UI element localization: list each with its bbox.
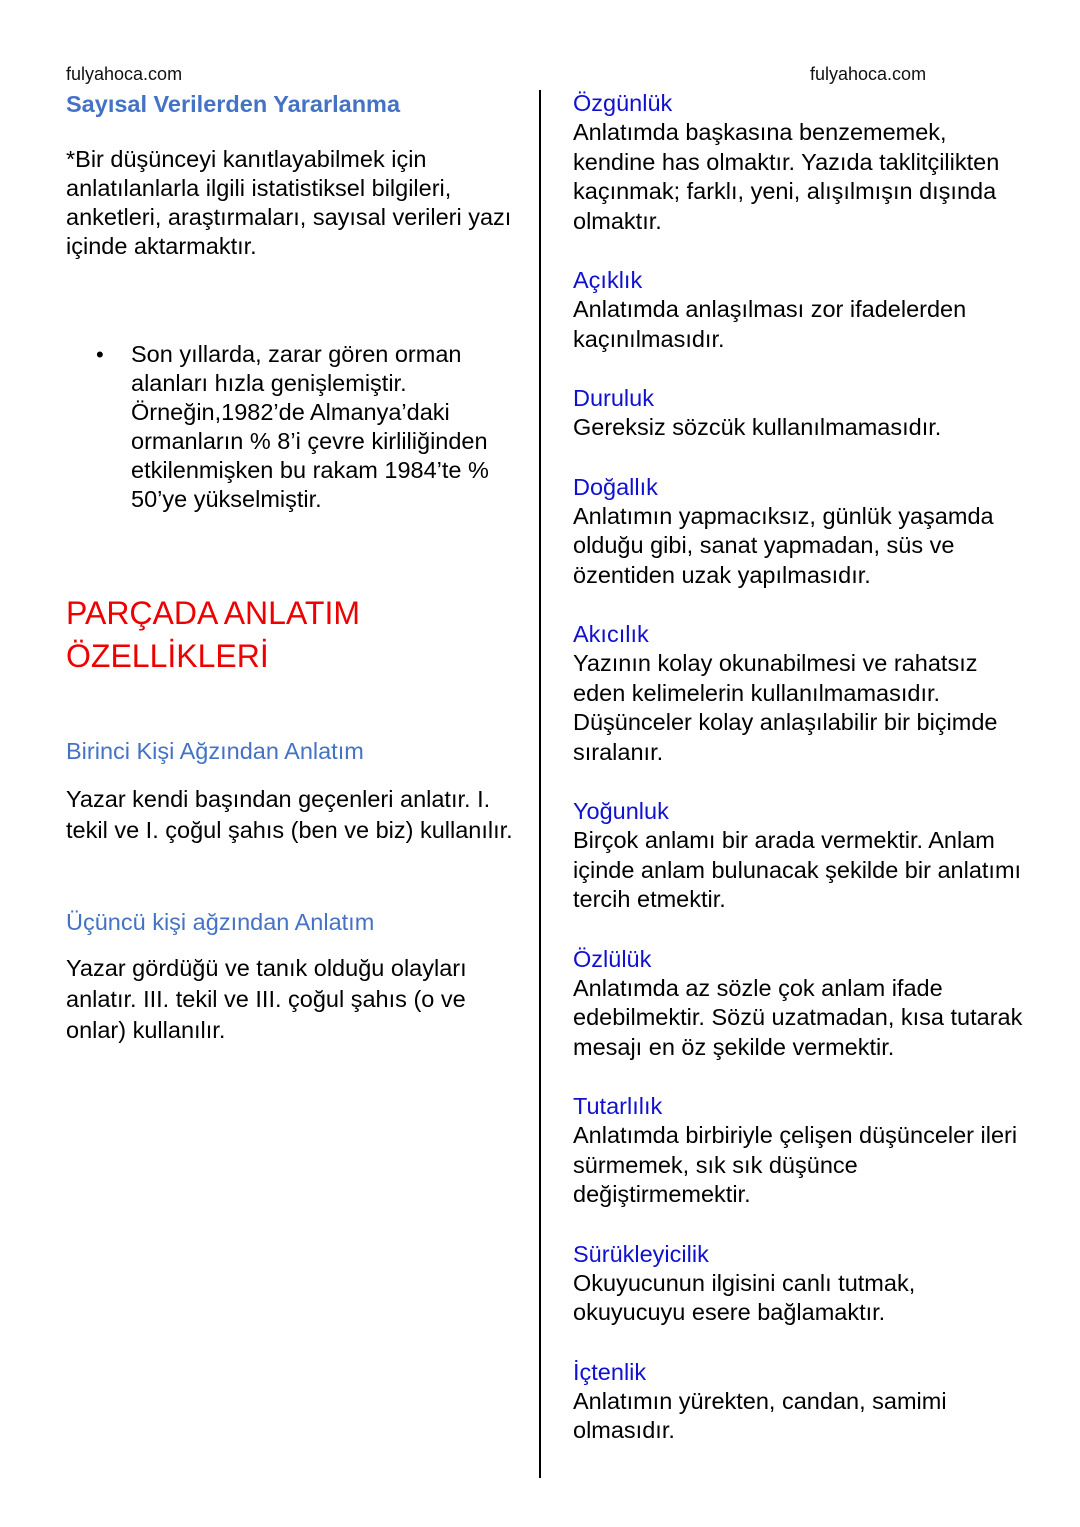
- term-block: [573, 1092, 1033, 1210]
- third-person-title: Üçüncü kişi ağzından Anlatım: [66, 909, 375, 935]
- right-column: [573, 89, 1033, 1446]
- third-person-text: Yazar gördüğü ve tanık olduğu olayları anlatır. III. tekil ve III. çoğul şahıs (o ve onlar) kullanılır.: [66, 955, 467, 1043]
- term-block: [573, 620, 1033, 767]
- term-desc: Anlatımda az sözle çok anlam ifade edebilmektir. Sözü uzatmadan, kısa tutarak mesajı en öz şekilde vermektir.: [573, 974, 1023, 1060]
- bullet-dot-icon: •: [96, 342, 104, 367]
- term-title: Doğallık: [573, 473, 658, 500]
- term-block: [573, 945, 1033, 1063]
- example-bullet: [96, 340, 516, 514]
- first-person-title: Birinci Kişi Ağzından Anlatım: [66, 738, 364, 764]
- term-block: [573, 89, 1033, 236]
- term-desc: Anlatımda birbiriyle çelişen düşünceler ileri sürmemek, sık sık düşünce değiştirmemektir.: [573, 1122, 1018, 1207]
- numeric-data-intro: *Bir düşünceyi kanıtlayabilmek için anlatılanlarla ilgili istatistiksel bilgileri, anketleri, araştırmaları, sayısal verileri yazı içinde aktarmaktır.: [66, 146, 512, 259]
- first-person-text: Yazar kendi başından geçenleri anlatır. I. tekil ve I. çoğul şahıs (ben ve biz) kullanılır.: [66, 786, 513, 843]
- site-watermark-left: fulyahoca.com: [66, 64, 183, 84]
- term-desc: Anlatımın yapmacıksız, günlük yaşamda olduğu gibi, sanat yapmadan, süs ve özentiden uzak yapılmasıdır.: [573, 502, 994, 588]
- example-bullet-text: Son yıllarda, zarar gören orman alanları hızla genişlemiştir. Örneğin,1982’de Almanya’daki ormanların % 8’i çevre kirliliğinden etkilenmişken bu rakam 1984’te % 50’ye yükselmiştir.: [131, 341, 489, 512]
- term-title: Yoğunluk: [573, 798, 669, 824]
- term-block: [573, 1240, 1033, 1328]
- term-desc: Gereksiz sözcük kullanılmamasıdır.: [573, 414, 942, 440]
- section-title-line1: PARÇADA ANLATIM: [66, 595, 360, 631]
- site-watermark-right: fulyahoca.com: [810, 64, 927, 84]
- term-title: Özlülük: [573, 945, 652, 972]
- term-block: [573, 473, 1033, 591]
- numeric-data-heading: Sayısal Verilerden Yararlanma: [66, 91, 401, 117]
- term-title: Açıklık: [573, 267, 643, 293]
- term-block: [573, 797, 1033, 915]
- term-desc: Yazının kolay okunabilmesi ve rahatsız eden kelimelerin kullanılmamasıdır. Düşünceler kolay anlaşılabilir bir biçimde sıralanır.: [573, 650, 998, 765]
- term-title: Özgünlük: [573, 90, 673, 116]
- term-block: [573, 384, 1033, 443]
- section-title-line2: ÖZELLİKLERİ: [66, 638, 269, 674]
- column-divider: [539, 90, 541, 1478]
- term-desc: Anlatımda başkasına benzememek, kendine has olmaktır. Yazıda taklitçilikten kaçınmak; farklı, yeni, alışılmışın dışında olmaktır.: [573, 119, 1000, 234]
- term-desc: Birçok anlamı bir arada vermektir. Anlam içinde anlam bulunacak şekilde bir anlatımı tercih etmektir.: [573, 827, 1022, 912]
- term-block: [573, 1358, 1033, 1446]
- term-title: Akıcılık: [573, 621, 649, 647]
- term-title: İçtenlik: [573, 1358, 647, 1385]
- left-column: [66, 89, 516, 1046]
- term-desc: Anlatımda anlaşılması zor ifadelerden kaçınılmasıdır.: [573, 296, 967, 352]
- term-title: Tutarlılık: [573, 1093, 663, 1119]
- term-desc: Okuyucunun ilgisini canlı tutmak, okuyucuyu esere bağlamaktır.: [573, 1269, 916, 1325]
- term-title: Sürükleyicilik: [573, 1240, 709, 1267]
- term-desc: Anlatımın yürekten, candan, samimi olmasıdır.: [573, 1387, 947, 1443]
- term-title: Duruluk: [573, 385, 654, 411]
- term-block: [573, 266, 1033, 354]
- section-title: [66, 592, 516, 678]
